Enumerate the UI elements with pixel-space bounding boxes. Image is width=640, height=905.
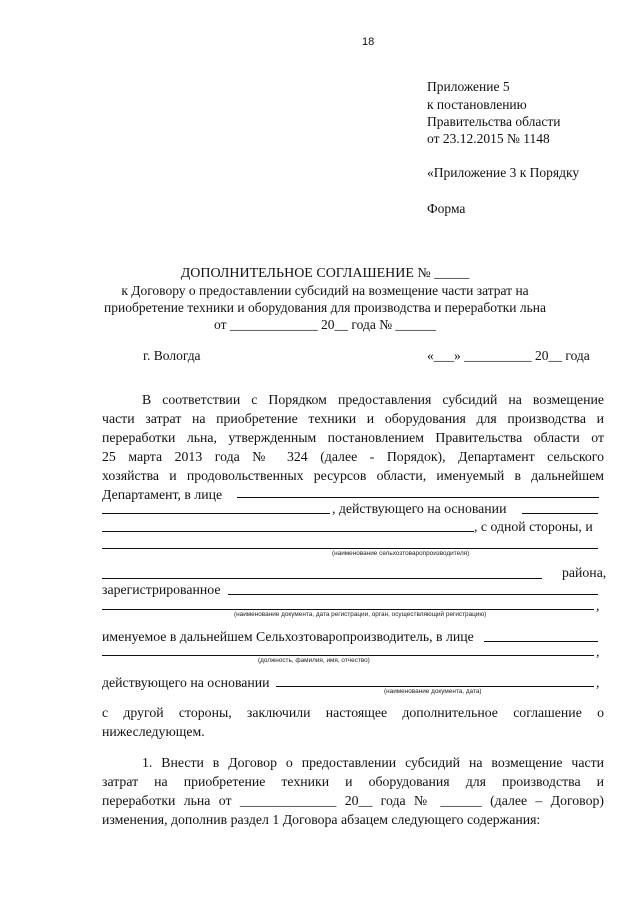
document-subtitle-2: приобретение техники и оборудования для производства и переработки льна — [104, 300, 546, 315]
para3-line4: изменения, дополнив раздел 1 Договора абзацем следующего содержания: — [102, 812, 541, 827]
place-date: «___» __________ 20__ года — [427, 348, 590, 363]
para3-line1: 1. Внести в Договор о предоставлении субсидий на возмещение части — [142, 755, 604, 770]
registration-blank — [228, 594, 598, 595]
hint-registration-doc: (наименование документа, дата регистрации, орган, осуществляющий регистрацию) — [234, 611, 487, 618]
acting-on-label: действующего на основании — [102, 675, 270, 690]
hint-position-name: (должность, фамилия, имя, отчество) — [258, 657, 370, 664]
appendix-line-5: «Приложение 3 к Порядку — [427, 165, 580, 180]
para2-line1: с другой стороны, заключили настоящее дополнительное соглашение о — [102, 705, 604, 720]
para1-line8: , с одной стороны, и — [474, 519, 593, 534]
para2-line2: нижеследующем. — [102, 724, 205, 739]
document-subtitle-1: к Договору о предоставлении субсидий на возмещение части затрат на — [121, 283, 529, 298]
appendix-line-4: от 23.12.2015 № 1148 — [427, 131, 550, 146]
para3-line2: затрат на приобретение техники и оборудования для производства и — [102, 774, 604, 789]
producer-name-blank — [102, 548, 598, 549]
hint-document-date: (наименование документа, дата) — [384, 688, 482, 695]
appendix-line-1: Приложение 5 — [427, 79, 510, 94]
place-city: г. Вологда — [143, 348, 201, 363]
para1-line3: переработки льна, утвержденным постановлением Правительства области от — [102, 430, 604, 445]
named-producer-label: именуемое в дальнейшем Сельхозтоваропроизводитель, в лице — [102, 629, 474, 644]
rayon-blank — [102, 578, 542, 579]
hint-producer-name: (наименование сельхозтоваропроизводителя) — [332, 550, 470, 557]
para1-line2: части затрат на приобретение техники и оборудования для производства и — [102, 411, 604, 426]
basis-blank-2 — [102, 531, 474, 532]
page-number: 18 — [362, 36, 375, 48]
para1-line4: 25 марта 2013 года № 324 (далее - Порядок), Департамент сельского — [102, 449, 604, 464]
para3-line3: переработки льна от ______________ 20__ года № ______ (далее – Договор) — [102, 793, 604, 808]
representative-blank — [237, 497, 599, 498]
comma-2: , — [596, 644, 600, 659]
comma-3: , — [596, 675, 600, 690]
document-subtitle-3: от _____________ 20__ года № ______ — [214, 317, 436, 332]
para1-line7: , действующего на основании — [332, 501, 507, 516]
producer-representative-blank — [484, 641, 598, 642]
rayon-label: района, — [562, 565, 607, 580]
comma-1: , — [596, 598, 600, 613]
representative-blank-2 — [102, 513, 330, 514]
basis-blank — [522, 513, 598, 514]
document-title: ДОПОЛНИТЕЛЬНОЕ СОГЛАШЕНИЕ № _____ — [180, 266, 470, 281]
registered-label: зарегистрированное — [102, 582, 221, 597]
para1-line5: хозяйства и продовольственных ресурсов области, именуемый в дальнейшем — [102, 468, 604, 483]
registration-blank-2 — [102, 609, 594, 610]
para1-line6: Департамент, в лице — [102, 487, 223, 502]
position-name-blank — [102, 655, 594, 656]
basis-document-blank — [276, 686, 594, 687]
appendix-line-2: к постановлению — [427, 97, 527, 112]
para1-line1: В соответствии с Порядком предоставления субсидий на возмещение — [142, 392, 604, 407]
appendix-line-3: Правительства области — [427, 114, 561, 129]
appendix-form-label: Форма — [427, 201, 466, 216]
